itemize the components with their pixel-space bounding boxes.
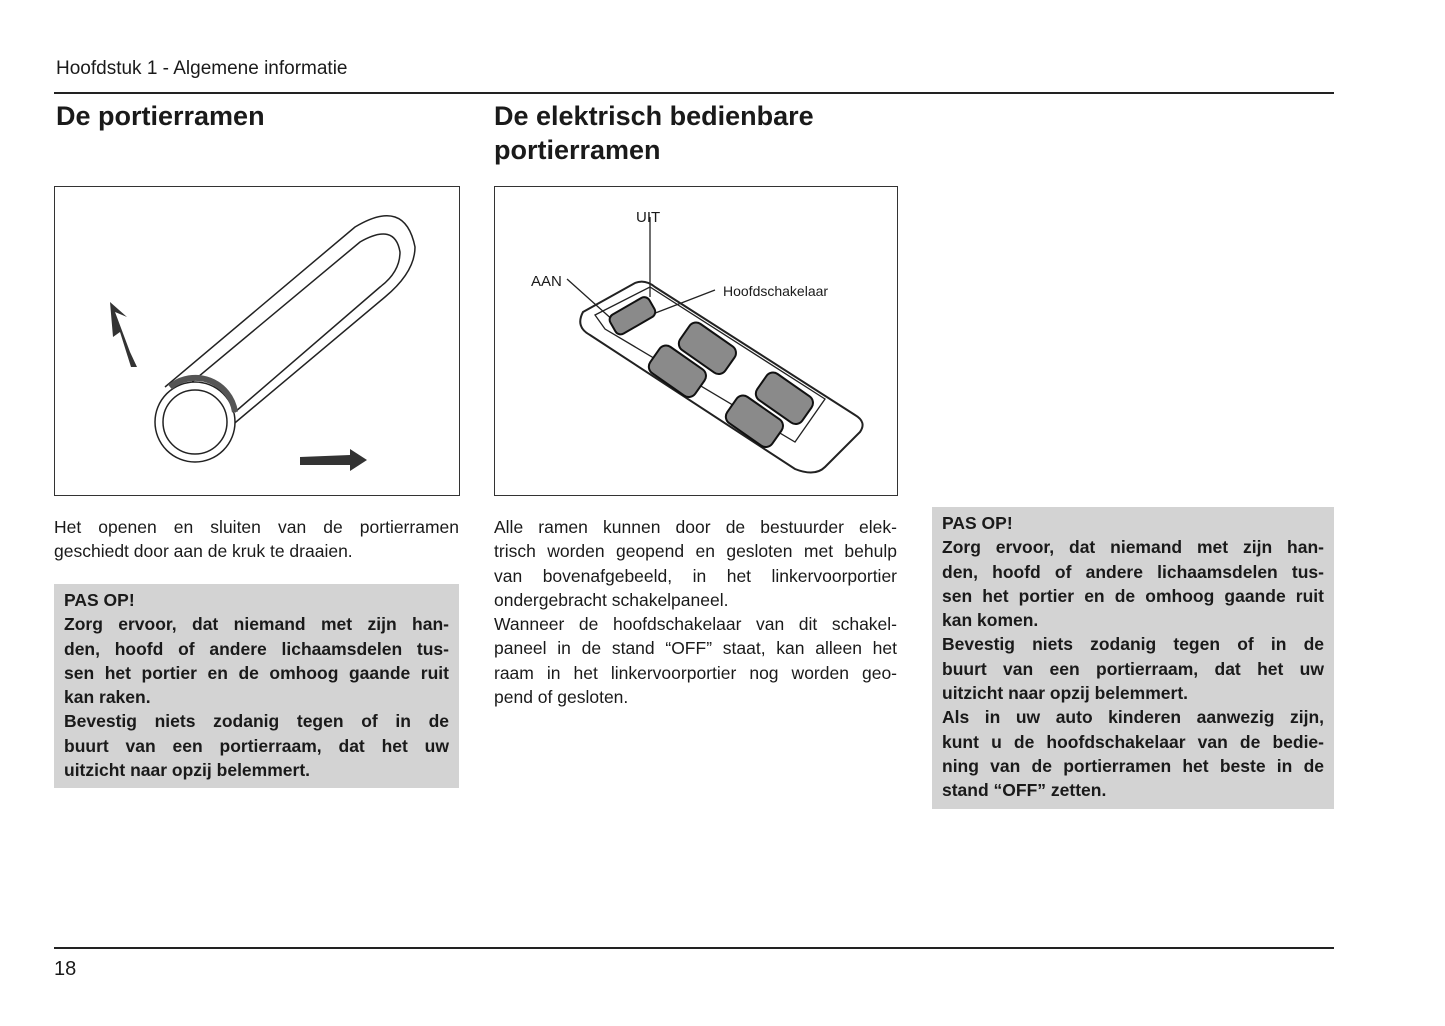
page-number: 18: [54, 958, 77, 980]
crank-description: [54, 515, 459, 564]
text-line: sen het portier en de omhoog gaande ruit: [942, 585, 1324, 606]
running-header: Hoofdstuk 1 - Algemene informatie: [56, 58, 348, 79]
title-line: portierramen: [494, 135, 661, 165]
title-line: De elektrisch bedienbare: [494, 101, 814, 131]
text-line: PAS OP!: [942, 513, 1013, 533]
text-line: uitzicht naar opzij belemmert.: [942, 683, 1189, 704]
text-line: buurt van een portierraam, dat het uw: [64, 735, 449, 756]
text-line: kan raken.: [64, 687, 151, 708]
window-crank-illustration: [54, 186, 460, 496]
text-line: ondergebracht schakelpaneel.: [494, 589, 729, 610]
footer-rule: [54, 947, 1334, 949]
text-line: Het openen en sluiten van de portierramen: [54, 517, 459, 537]
label-main-switch: Hoofdschakelaar: [723, 283, 829, 299]
text-line: ning van de portierramen het beste in de: [942, 755, 1324, 776]
warning-box-electric: [932, 507, 1334, 809]
text-line: kan komen.: [942, 610, 1039, 631]
text-line: raam in het linkervoorportier nog worden geo-: [494, 662, 897, 683]
text-line: Zorg ervoor, dat niemand met zijn han-: [64, 614, 449, 635]
text-line: paneel in de stand “OFF” staat, kan alleen het: [494, 638, 897, 659]
text-line: pend of gesloten.: [494, 687, 629, 708]
text-line: den, hoofd of andere lichaamsdelen tus-: [64, 638, 449, 659]
text-line: geschiedt door aan de kruk te draaien.: [54, 541, 353, 562]
section-title-window-crank: De portierramen: [56, 101, 265, 131]
text-line: uitzicht naar opzij belemmert.: [64, 760, 311, 781]
electric-windows-description: [494, 515, 897, 709]
text-line: van bovenafgebeeld, in het linkervoorportier: [494, 565, 897, 586]
text-line: Alle ramen kunnen door de bestuurder elek-: [494, 517, 897, 537]
text-line: PAS OP!: [64, 590, 135, 610]
label-off: UIT: [636, 209, 661, 226]
text-line: stand “OFF” zetten.: [942, 780, 1107, 801]
switch-panel-illustration: [494, 186, 898, 496]
text-line: Bevestig niets zodanig tegen of in de: [64, 711, 449, 732]
header-rule: [54, 92, 1334, 94]
text-line: Als in uw auto kinderen aanwezig zijn,: [942, 707, 1324, 728]
text-line: buurt van een portierraam, dat het uw: [942, 658, 1324, 679]
warning-box-crank: [54, 584, 459, 788]
text-line: trisch worden geopend en gesloten met behulp: [494, 541, 897, 562]
rotate-right-arrow-icon: [300, 449, 367, 471]
text-line: Bevestig niets zodanig tegen of in de: [942, 634, 1324, 655]
text-line: kunt u de hoofdschakelaar van de bedie-: [942, 731, 1324, 752]
rotate-up-arrow-icon: [110, 302, 137, 367]
text-line: Wanneer de hoofdschakelaar van dit schakel-: [494, 614, 897, 635]
label-on: AAN: [531, 273, 562, 290]
text-line: Zorg ervoor, dat niemand met zijn han-: [942, 537, 1324, 558]
text-line: sen het portier en de omhoog gaande ruit: [64, 662, 449, 683]
text-line: den, hoofd of andere lichaamsdelen tus-: [942, 561, 1324, 582]
section-title-electric-windows: [494, 99, 814, 167]
